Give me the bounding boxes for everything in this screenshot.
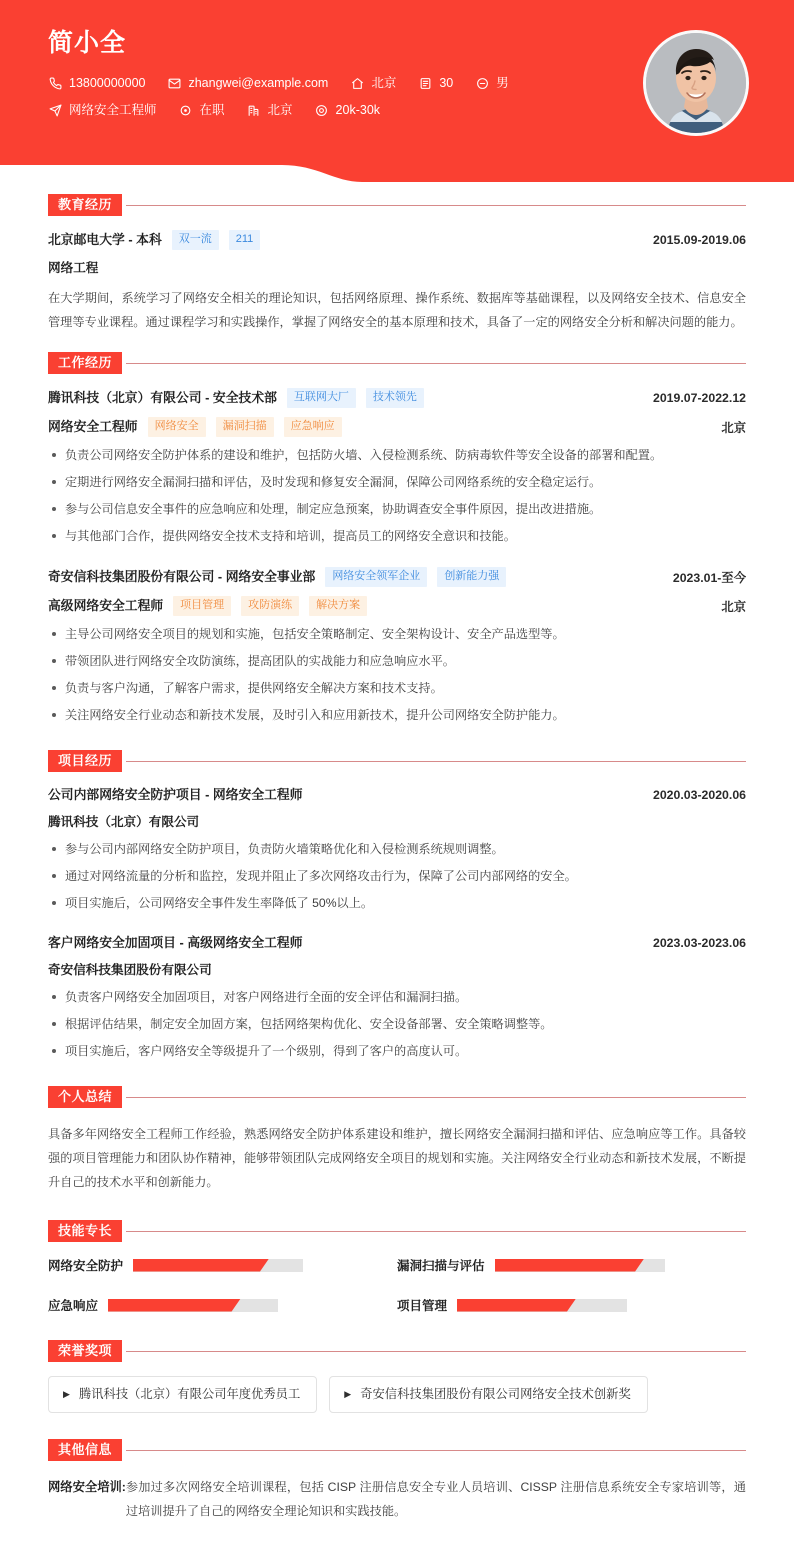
salary-range-text: 20k-30k xyxy=(335,103,381,117)
section-title-other: 其他信息 xyxy=(48,1439,122,1461)
triangle-right-icon: ▶ xyxy=(63,1388,70,1399)
work-company: 奇安信科技集团股份有限公司 - 网络安全事业部 xyxy=(48,569,316,584)
work-skill-tag: 网络安全 xyxy=(148,417,206,437)
work-entry xyxy=(48,567,746,724)
list-item: 项目实施后，客户网络安全等级提升了一个级别，得到了客户的高度认可。 xyxy=(48,1042,746,1060)
work-company-tag: 网络安全领军企业 xyxy=(325,567,427,587)
job-location xyxy=(247,101,293,119)
work-entry-head xyxy=(48,567,746,587)
work-date: 2019.07-2022.12 xyxy=(653,391,746,405)
contact-phone xyxy=(48,74,145,92)
status-circle-icon xyxy=(179,103,193,117)
other-key: 网络安全培训: xyxy=(48,1480,126,1494)
section-header-work xyxy=(48,352,746,374)
section-title-project: 项目经历 xyxy=(48,750,122,772)
other-row xyxy=(48,1475,746,1523)
work-location: 北京 xyxy=(721,421,746,435)
honor-label: 腾讯科技（北京）有限公司年度优秀员工 xyxy=(78,1387,301,1401)
section-header-other xyxy=(48,1439,746,1461)
skill-progress-track xyxy=(108,1299,278,1312)
project-name: 公司内部网络安全防护项目 - 网络安全工程师 xyxy=(48,787,303,802)
list-item: 参与公司信息安全事件的应急响应和处理，制定应急预案，协助调查安全事件原因，提出改进措施。 xyxy=(48,500,746,518)
contact-gender xyxy=(475,74,509,92)
section-title-skills: 技能专长 xyxy=(48,1220,122,1242)
list-item: 负责与客户沟通，了解客户需求，提供网络安全解决方案和技术支持。 xyxy=(48,679,746,697)
salary-icon xyxy=(315,103,329,117)
contact-phone-text: 13800000000 xyxy=(69,76,146,90)
list-item: 主导公司网络安全项目的规划和实施，包括安全策略制定、安全架构设计、安全产品选型等。 xyxy=(48,625,746,643)
work-role-line xyxy=(48,417,746,437)
summary-text: 具备多年网络安全工程师工作经验，熟悉网络安全防护体系建设和维护，擅长网络安全漏洞扫描和评估、应急响应等工作。具备较强的项目管理能力和团队协作精神，能够带领团队完成网络安全项目的规划和实施。关注网络安全行业动态和新技术发展，不断提升自己的技术水平和创新能力。 xyxy=(48,1127,746,1189)
skill-item xyxy=(48,1296,397,1314)
resume-header xyxy=(0,0,794,186)
other-value: 参加过多次网络安全培训课程，包括 CISP 注册信息安全专业人员培训、CISSP 注册信息系统安全专家培训等，通过培训提升了自己的网络安全理论知识和实践技能。 xyxy=(125,1480,746,1518)
gender-icon xyxy=(475,76,489,90)
skill-label: 项目管理 xyxy=(397,1299,448,1313)
section-honors xyxy=(48,1340,746,1413)
work-skill-tag: 项目管理 xyxy=(173,596,231,616)
project-entry-head xyxy=(48,786,746,804)
education-date: 2015.09-2019.06 xyxy=(653,233,746,247)
honors-list xyxy=(48,1376,746,1413)
list-item: 与其他部门合作，提供网络安全技术支持和培训，提高员工的网络安全意识和技能。 xyxy=(48,527,746,545)
skills-grid xyxy=(48,1256,746,1314)
work-company: 腾讯科技（北京）有限公司 - 安全技术部 xyxy=(48,390,277,405)
project-entry xyxy=(48,786,746,912)
project-date: 2023.03-2023.06 xyxy=(653,936,746,950)
work-company-tag: 技术领先 xyxy=(366,388,424,408)
work-skill-tag: 解决方案 xyxy=(309,596,367,616)
section-title-work: 工作经历 xyxy=(48,352,122,374)
salary-range xyxy=(315,101,380,119)
education-description: 在大学期间，系统学习了网络安全相关的理论知识，包括网络原理、操作系统、数据库等基础课程，以及网络安全技术、信息安全管理等专业课程。通过课程学习和实践操作，掌握了网络安全的基本原理和技术，具备了一定的网络安全分析和解决问题的能力。 xyxy=(48,291,746,329)
contact-age-text: 30 xyxy=(439,76,454,90)
contact-gender-text: 男 xyxy=(496,76,509,90)
section-divider xyxy=(126,1450,746,1451)
section-summary xyxy=(48,1086,746,1194)
section-divider xyxy=(126,761,746,762)
building-icon xyxy=(247,103,261,117)
section-title-summary: 个人总结 xyxy=(48,1086,122,1108)
education-entry xyxy=(48,230,746,334)
list-item: 通过对网络流量的分析和监控，发现并阻止了多次网络攻击行为，保障了公司内部网络的安全。 xyxy=(48,867,746,885)
section-work xyxy=(48,352,746,724)
list-item: 负责客户网络安全加固项目，对客户网络进行全面的安全评估和漏洞扫描。 xyxy=(48,988,746,1006)
contact-city xyxy=(350,74,396,92)
work-skill-tag: 应急响应 xyxy=(284,417,342,437)
work-bullets xyxy=(48,446,746,545)
work-entry-head xyxy=(48,388,746,408)
contact-email-text: zhangwei@example.com xyxy=(188,76,329,90)
section-skills xyxy=(48,1220,746,1314)
contact-email xyxy=(167,74,328,92)
project-name: 客户网络安全加固项目 - 高级网络安全工程师 xyxy=(48,935,303,950)
avatar xyxy=(643,30,749,136)
job-status-text: 在职 xyxy=(199,103,225,117)
project-entry-head xyxy=(48,934,746,952)
resume-body xyxy=(0,194,794,1547)
section-header-project xyxy=(48,750,746,772)
education-school: 北京邮电大学 - 本科 xyxy=(48,232,162,247)
job-location-text: 北京 xyxy=(267,103,293,117)
project-bullets xyxy=(48,988,746,1060)
job-status xyxy=(179,101,225,119)
home-icon xyxy=(350,76,364,90)
project-date: 2020.03-2020.06 xyxy=(653,788,746,802)
education-tag: 双一流 xyxy=(172,230,219,250)
page-title: 简小全 xyxy=(48,29,127,57)
list-item: 定期进行网络安全漏洞扫描和评估，及时发现和修复安全漏洞，保障公司网络系统的安全稳定运行。 xyxy=(48,473,746,491)
work-location: 北京 xyxy=(721,600,746,614)
skill-item xyxy=(397,1296,746,1314)
skill-progress-fill xyxy=(495,1259,645,1272)
skill-progress-track xyxy=(457,1299,627,1312)
project-company: 奇安信科技集团股份有限公司 xyxy=(48,963,212,977)
header-angled-edge xyxy=(0,146,794,186)
phone-icon xyxy=(48,76,62,90)
list-item: 关注网络安全行业动态和新技术发展，及时引入和应用新技术，提升公司网络安全防护能力。 xyxy=(48,706,746,724)
skill-label: 漏洞扫描与评估 xyxy=(397,1259,485,1273)
education-major: 网络工程 xyxy=(48,261,99,275)
skill-progress-fill xyxy=(457,1299,576,1312)
contact-age xyxy=(418,74,453,92)
section-divider xyxy=(126,1231,746,1232)
list-item: 参与公司内部网络安全防护项目，负责防火墙策略优化和入侵检测系统规则调整。 xyxy=(48,840,746,858)
education-tag: 211 xyxy=(229,230,261,250)
work-role-line xyxy=(48,596,746,616)
section-divider xyxy=(126,1351,746,1352)
project-entry xyxy=(48,934,746,1060)
list-item: 项目实施后，公司网络安全事件发生率降低了 50%以上。 xyxy=(48,894,746,912)
avatar-photo xyxy=(646,33,746,133)
work-bullets xyxy=(48,625,746,724)
section-divider xyxy=(126,205,746,206)
work-date: 2023.01-至今 xyxy=(672,571,746,585)
education-entry-head xyxy=(48,230,746,250)
section-header-summary xyxy=(48,1086,746,1108)
skill-progress-track xyxy=(495,1259,665,1272)
section-project xyxy=(48,750,746,1060)
id-card-icon xyxy=(418,76,432,90)
mail-icon xyxy=(167,76,181,90)
contact-city-text: 北京 xyxy=(371,76,397,90)
work-role: 网络安全工程师 xyxy=(48,419,138,434)
section-header-honors xyxy=(48,1340,746,1362)
job-title xyxy=(48,101,157,119)
honor-label: 奇安信科技集团股份有限公司网络安全技术创新奖 xyxy=(360,1387,631,1401)
list-item: 带领团队进行网络安全攻防演练，提高团队的实战能力和应急响应水平。 xyxy=(48,652,746,670)
section-other xyxy=(48,1439,746,1523)
section-divider xyxy=(126,363,746,364)
honor-item xyxy=(329,1376,647,1413)
list-item: 根据评估结果，制定安全加固方案，包括网络架构优化、安全设备部署、安全策略调整等。 xyxy=(48,1015,746,1033)
section-title-education: 教育经历 xyxy=(48,194,122,216)
section-header-education xyxy=(48,194,746,216)
triangle-right-icon: ▶ xyxy=(344,1388,352,1399)
work-role: 高级网络安全工程师 xyxy=(48,598,164,613)
skill-progress-fill xyxy=(108,1299,241,1312)
section-divider xyxy=(126,1097,746,1098)
skill-progress-fill xyxy=(133,1259,269,1272)
work-company-tag: 互联网大厂 xyxy=(287,388,356,408)
list-item: 负责公司网络安全防护体系的建设和维护，包括防火墙、入侵检测系统、防病毒软件等安全设备的部署和配置。 xyxy=(48,446,746,464)
work-company-tag: 创新能力强 xyxy=(437,567,506,587)
paper-plane-icon xyxy=(48,103,62,117)
skill-item xyxy=(48,1256,397,1274)
honor-item xyxy=(48,1376,317,1413)
skill-label: 网络安全防护 xyxy=(48,1259,124,1273)
section-header-skills xyxy=(48,1220,746,1242)
job-title-text: 网络安全工程师 xyxy=(69,103,157,117)
section-title-honors: 荣誉奖项 xyxy=(48,1340,122,1362)
work-skill-tag: 攻防演练 xyxy=(241,596,299,616)
project-bullets xyxy=(48,840,746,912)
project-company: 腾讯科技（北京）有限公司 xyxy=(48,815,200,829)
section-education xyxy=(48,194,746,334)
skill-label: 应急响应 xyxy=(48,1299,99,1313)
work-entry xyxy=(48,388,746,545)
skill-progress-track xyxy=(133,1259,303,1272)
skill-item xyxy=(397,1256,746,1274)
work-skill-tag: 漏洞扫描 xyxy=(216,417,274,437)
